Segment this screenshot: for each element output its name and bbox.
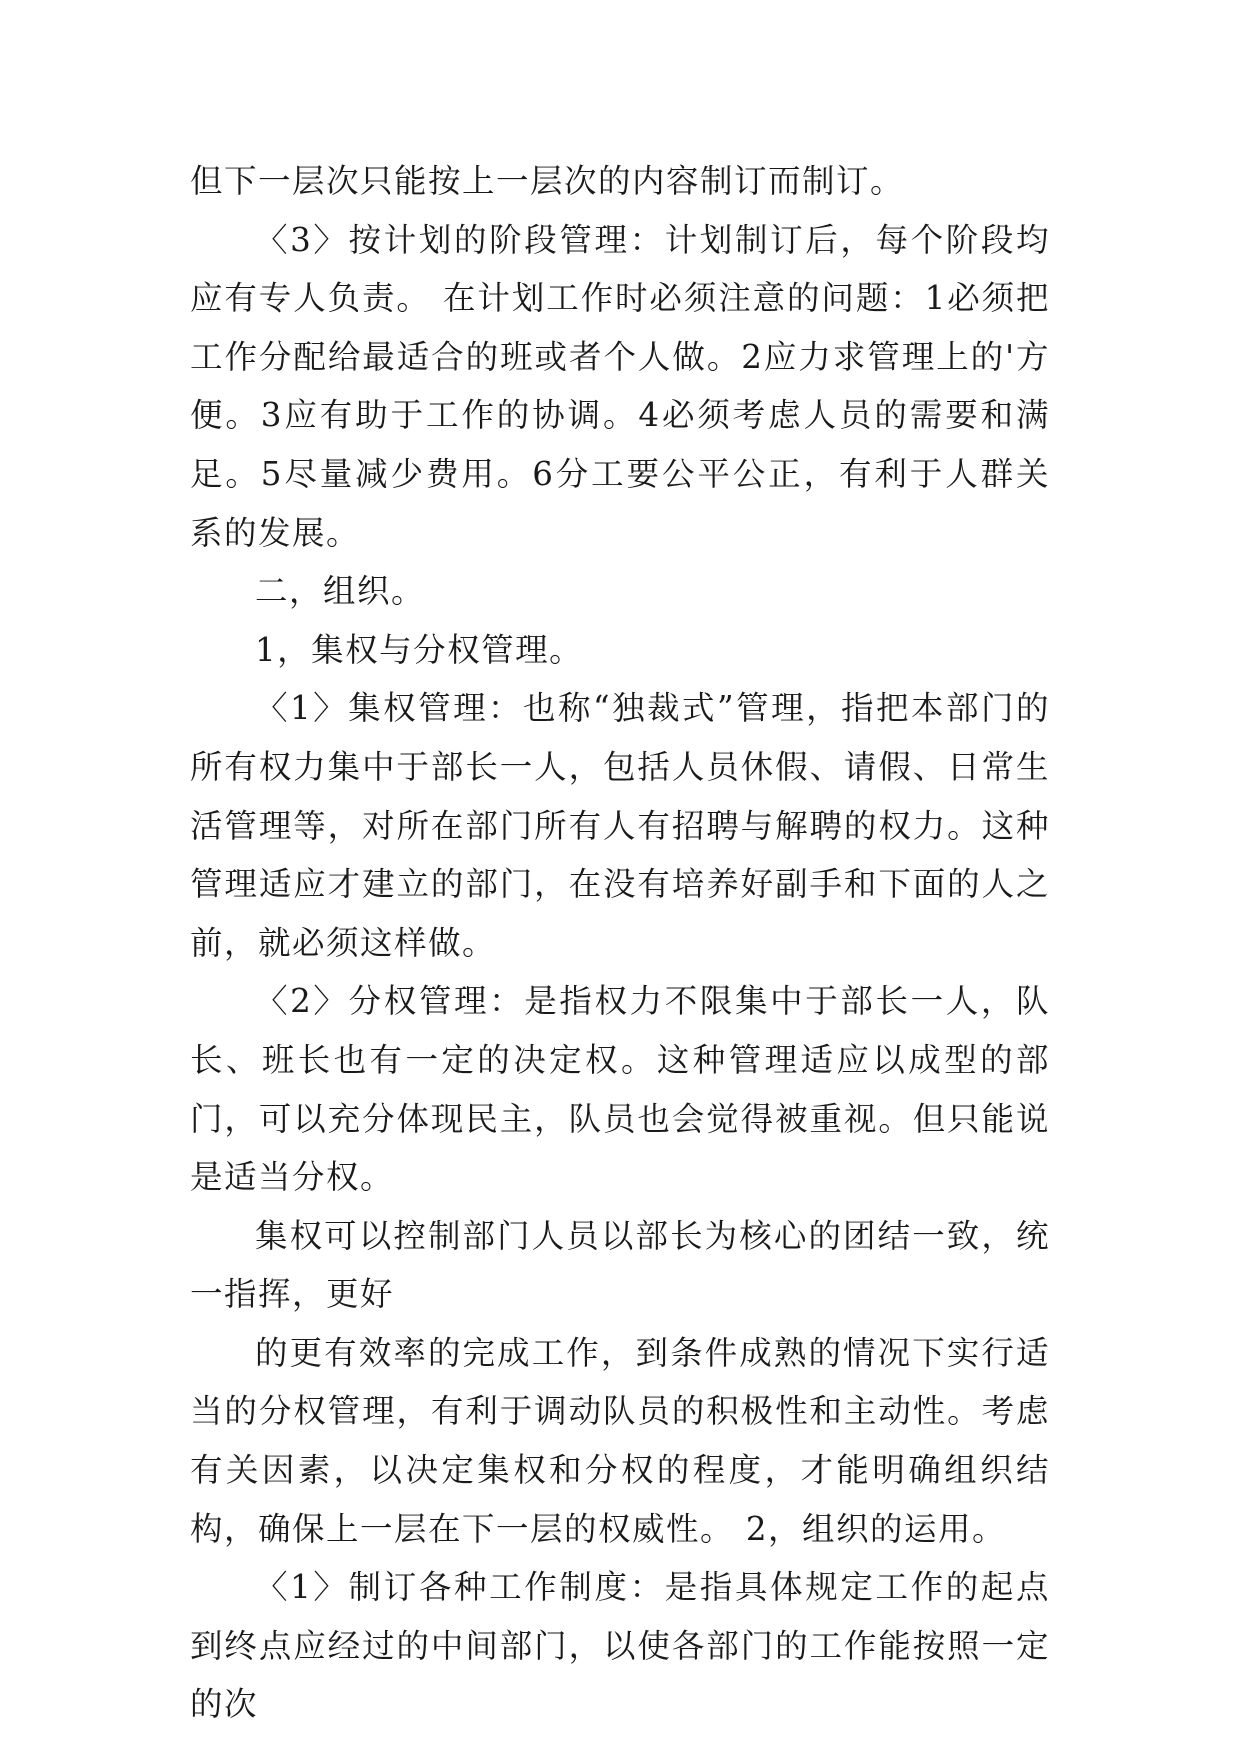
subsection-heading-centralization: 1，集权与分权管理。 <box>255 630 584 669</box>
paragraph-1: 但下一层次只能按上一层次的内容制订而制订。 <box>190 162 905 200</box>
paragraph-2: 〈3〉按计划的阶段管理：计划制订后，每个阶段均应有专人负责。 在计划工作时必须注意的问题：1必须把工作分配给最适合的班或者个人做。2应力求管理上的'方便。3应有助于工作的协调。4必须考虑人员的需要和满足。5尽量减少费用。6分工要公平公正，有利于人群关系的发展。 <box>190 220 1050 552</box>
paragraph-work-rules: 〈1〉制订各种工作制度：是指具体规定工作的起点到终点应经过的中间部门，以使各部门的工作能按照一定的次 <box>190 1568 1050 1724</box>
section-heading-organization: 二，组织。 <box>255 572 426 611</box>
paragraph-centralized-management: 〈1〉集权管理：也称“独裁式”管理，指把本部门的所有权力集中于部长一人，包括人员休假、请假、日常生活管理等，对所在部门所有人有招聘与解聘的权力。这种管理适应才建立的部门，在没有培养好副手和下面的人之前，就必须这样做。 <box>190 689 1050 962</box>
paragraph-centralization-summary: 集权可以控制部门人员以部长为核心的团结一致，统一指挥，更好 <box>190 1216 1050 1314</box>
paragraph-continuation: 的更有效率的完成工作，到条件成熟的情况下实行适当的分权管理，有利于调动队员的积极性和主动性。考虑有关因素，以决定集权和分权的程度，才能明确组织结构，确保上一层在下一层的权威性。 2，组织的运用。 <box>190 1333 1050 1548</box>
document-body <box>190 152 1050 1734</box>
paragraph-decentralized-management: 〈2〉分权管理：是指权力不限集中于部长一人，队长、班长也有一定的决定权。这种管理适应以成型的部门，可以充分体现民主，队员也会觉得被重视。但只能说是适当分权。 <box>190 982 1050 1197</box>
